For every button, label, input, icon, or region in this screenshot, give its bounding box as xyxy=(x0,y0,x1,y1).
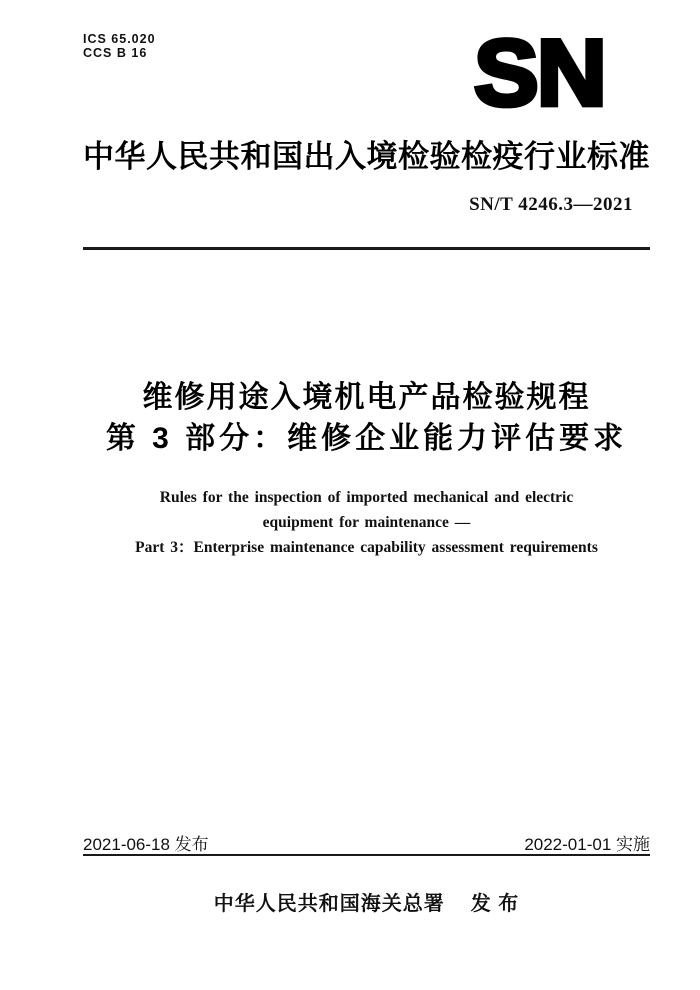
english-title-line3: Part 3：Enterprise maintenance capability assessment requirements xyxy=(135,539,598,556)
top-divider-line xyxy=(83,247,650,250)
issue-date: 2021-06-18 发布 xyxy=(83,835,209,854)
implement-date: 2022-01-01 实施 xyxy=(524,835,650,854)
standard-class-heading: 中华人民共和国出入境检验检疫行业标准 xyxy=(83,139,650,174)
english-title-line2: equipment for maintenance — xyxy=(262,514,471,531)
main-title-chinese xyxy=(83,377,650,459)
bottom-divider-line xyxy=(83,854,650,856)
sn-logo: SN xyxy=(474,19,605,126)
main-title-line2: 第 3 部分：维修企业能力评估要求 xyxy=(105,422,628,455)
publish-label: 发 布 xyxy=(470,893,520,915)
standard-number: SN/T 4246.3—2021 xyxy=(469,194,633,215)
dates-row xyxy=(83,830,650,855)
english-title-line1: Rules for the inspection of imported mechanical and electric xyxy=(159,489,574,506)
main-title-line1: 维修用途入境机电产品检验规程 xyxy=(142,381,591,414)
main-title-english xyxy=(63,485,670,560)
publisher-line xyxy=(83,887,650,916)
ccs-code: CCS B 16 xyxy=(83,46,148,60)
publisher-name: 中华人民共和国海关总署 xyxy=(213,893,445,915)
ics-code: ICS 65.020 xyxy=(83,32,156,46)
classification-codes xyxy=(83,32,156,60)
